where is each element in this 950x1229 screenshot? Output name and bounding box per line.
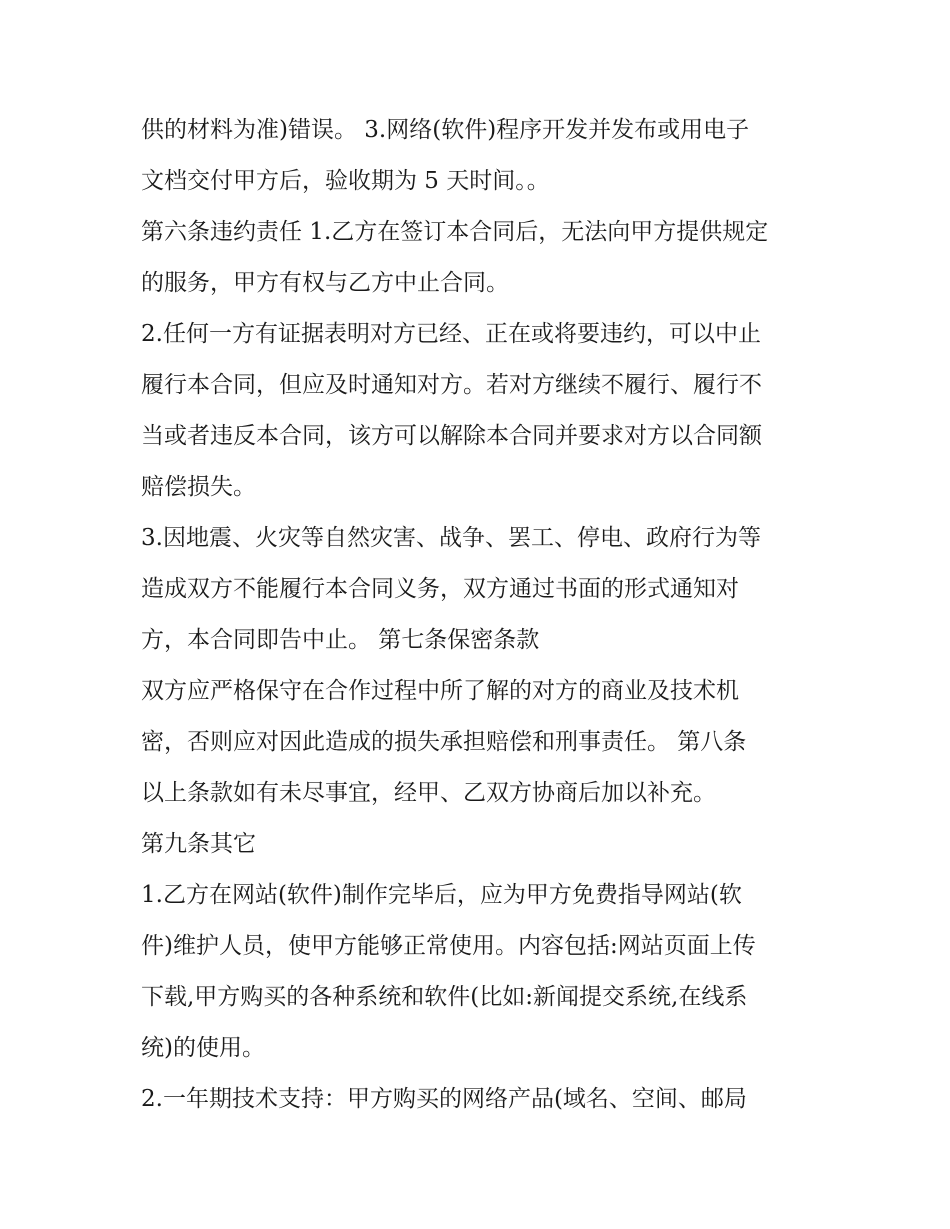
text-line: 件)维护人员，使甲方能够正常使用。内容包括:网站页面上传 <box>141 933 756 959</box>
text-line: 文档交付甲方后，验收期为 5 天时间。。 <box>141 168 550 194</box>
text-line: 下载,甲方购买的各种系统和软件(比如:新闻提交系统,在线系 <box>141 984 748 1010</box>
text-line: 当或者违反本合同，该方可以解除本合同并要求对方以合同额 <box>141 423 762 449</box>
text-line: 供的材料为准)错误。 3.网络(软件)程序开发并发布或用电子 <box>141 117 750 143</box>
text-line: 赔偿损失。 <box>141 474 256 500</box>
text-line: 造成双方不能履行本合同义务，双方通过书面的形式通知对 <box>141 576 739 602</box>
text-line: 2.一年期技术支持：甲方购买的网络产品(域名、空间、邮局 <box>141 1086 747 1112</box>
text-line: 统)的使用。 <box>141 1035 265 1061</box>
text-line: 3.因地震、火灾等自然灾害、战争、罢工、停电、政府行为等 <box>141 525 761 551</box>
text-line: 双方应严格保守在合作过程中所了解的对方的商业及技术机 <box>141 678 739 704</box>
text-line: 的服务，甲方有权与乙方中止合同。 <box>141 270 509 296</box>
text-line: 2.任何一方有证据表明对方已经、正在或将要违约，可以中止 <box>141 321 761 347</box>
contract-text <box>141 105 831 1125</box>
text-line: 履行本合同，但应及时通知对方。若对方继续不履行、履行不 <box>141 372 762 398</box>
text-line: 方，本合同即告中止。 第七条保密条款 <box>141 627 540 653</box>
text-line: 以上条款如有未尽事宜，经甲、乙双方协商后加以补充。 <box>141 780 716 806</box>
text-line: 第六条违约责任 1.乙方在签订本合同后，无法向甲方提供规定 <box>141 219 769 245</box>
text-line: 第九条其它 <box>141 831 256 857</box>
text-line: 1.乙方在网站(软件)制作完毕后，应为甲方免费指导网站(软 <box>141 882 742 908</box>
text-line: 密，否则应对因此造成的损失承担赔偿和刑事责任。 第八条 <box>141 729 747 755</box>
